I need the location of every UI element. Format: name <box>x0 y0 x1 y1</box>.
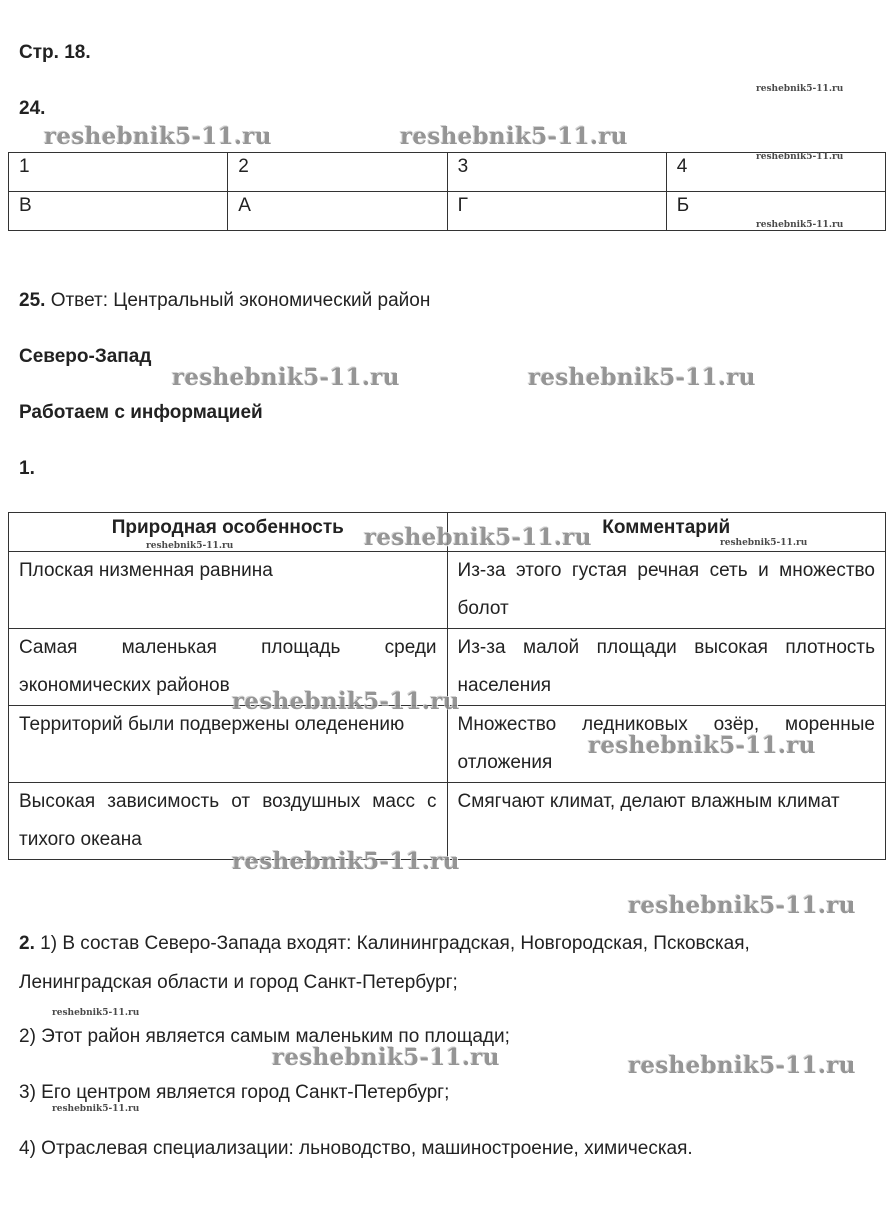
table-cell: Из-за малой площади высокая плотность населения <box>447 629 885 706</box>
task-1-number: 1. <box>19 458 35 479</box>
table-cell: 2 <box>228 153 447 192</box>
watermark: reshebnik5-11.ru <box>44 123 272 150</box>
watermark: reshebnik5-11.ru <box>588 732 816 759</box>
task-2-item-2: 2) Этот район является самым маленьким по площади; <box>19 1026 510 1047</box>
table-cell: Г <box>447 192 666 231</box>
task-25-answer: Ответ: Центральный экономический район <box>50 290 431 311</box>
task-24-number: 24. <box>19 98 46 119</box>
watermark: reshebnik5-11.ru <box>364 524 592 551</box>
watermark-small: reshebnik5-11.ru <box>756 152 844 162</box>
column-header: Природная особенность <box>9 513 448 552</box>
table-cell: Из-за этого густая речная сеть и множество болот <box>447 552 885 629</box>
task-2-item-1 <box>19 924 879 1002</box>
page-reference: Стр. 18. <box>19 42 91 63</box>
task-25-number: 25. <box>19 290 46 311</box>
watermark-small: reshebnik5-11.ru <box>756 220 844 230</box>
task-2-item-text: 1) В состав Северо-Запада входят: Калининградская, Новгородская, Псковская, Ленинградская области и город Санкт-Петербург; <box>19 933 750 993</box>
table-cell: 1 <box>9 153 228 192</box>
task-1-table <box>8 512 886 860</box>
section-title: Северо-Запад <box>19 346 152 367</box>
subsection-title: Работаем с информацией <box>19 402 263 423</box>
table-cell: Плоская низменная равнина <box>9 552 448 629</box>
table-row <box>9 552 886 629</box>
table-cell: Б <box>666 192 885 231</box>
table-cell: Множество ледниковых озёр, моренные отложения <box>447 706 885 783</box>
watermark-small: reshebnik5-11.ru <box>756 84 844 94</box>
watermark-small: reshebnik5-11.ru <box>720 538 808 548</box>
watermark-small: reshebnik5-11.ru <box>146 541 234 551</box>
table-row <box>9 783 886 860</box>
watermark: reshebnik5-11.ru <box>232 688 460 715</box>
task-2-item-3: 3) Его центром является город Санкт-Петербург; <box>19 1082 450 1103</box>
watermark: reshebnik5-11.ru <box>272 1044 500 1071</box>
watermark: reshebnik5-11.ru <box>628 1052 856 1079</box>
watermark: reshebnik5-11.ru <box>400 123 628 150</box>
table-header-row <box>9 513 886 552</box>
table-row <box>9 629 886 706</box>
table-row <box>9 153 886 192</box>
table-cell: Территорий были подвержены оледенению <box>9 706 448 783</box>
table-cell: Смягчают климат, делают влажным климат <box>447 783 885 860</box>
table-cell: 4 <box>666 153 885 192</box>
task-25 <box>19 290 430 312</box>
watermark: reshebnik5-11.ru <box>528 364 756 391</box>
table-cell: 3 <box>447 153 666 192</box>
watermark: reshebnik5-11.ru <box>172 364 400 391</box>
column-header: Комментарий <box>447 513 885 552</box>
table-cell: А <box>228 192 447 231</box>
table-cell: Высокая зависимость от воздушных масс с тихого океана <box>9 783 448 860</box>
task-24-table <box>8 152 886 231</box>
watermark: reshebnik5-11.ru <box>628 892 856 919</box>
watermark-small: reshebnik5-11.ru <box>52 1104 140 1114</box>
watermark-small: reshebnik5-11.ru <box>52 1008 140 1018</box>
table-row <box>9 192 886 231</box>
task-2-number: 2. <box>19 933 35 954</box>
task-2-item-4: 4) Отраслевая специализации: льноводство, машиностроение, химическая. <box>19 1138 693 1159</box>
table-cell: В <box>9 192 228 231</box>
table-cell: Самая маленькая площадь среди экономических районов <box>9 629 448 706</box>
watermark: reshebnik5-11.ru <box>232 848 460 875</box>
table-row <box>9 706 886 783</box>
